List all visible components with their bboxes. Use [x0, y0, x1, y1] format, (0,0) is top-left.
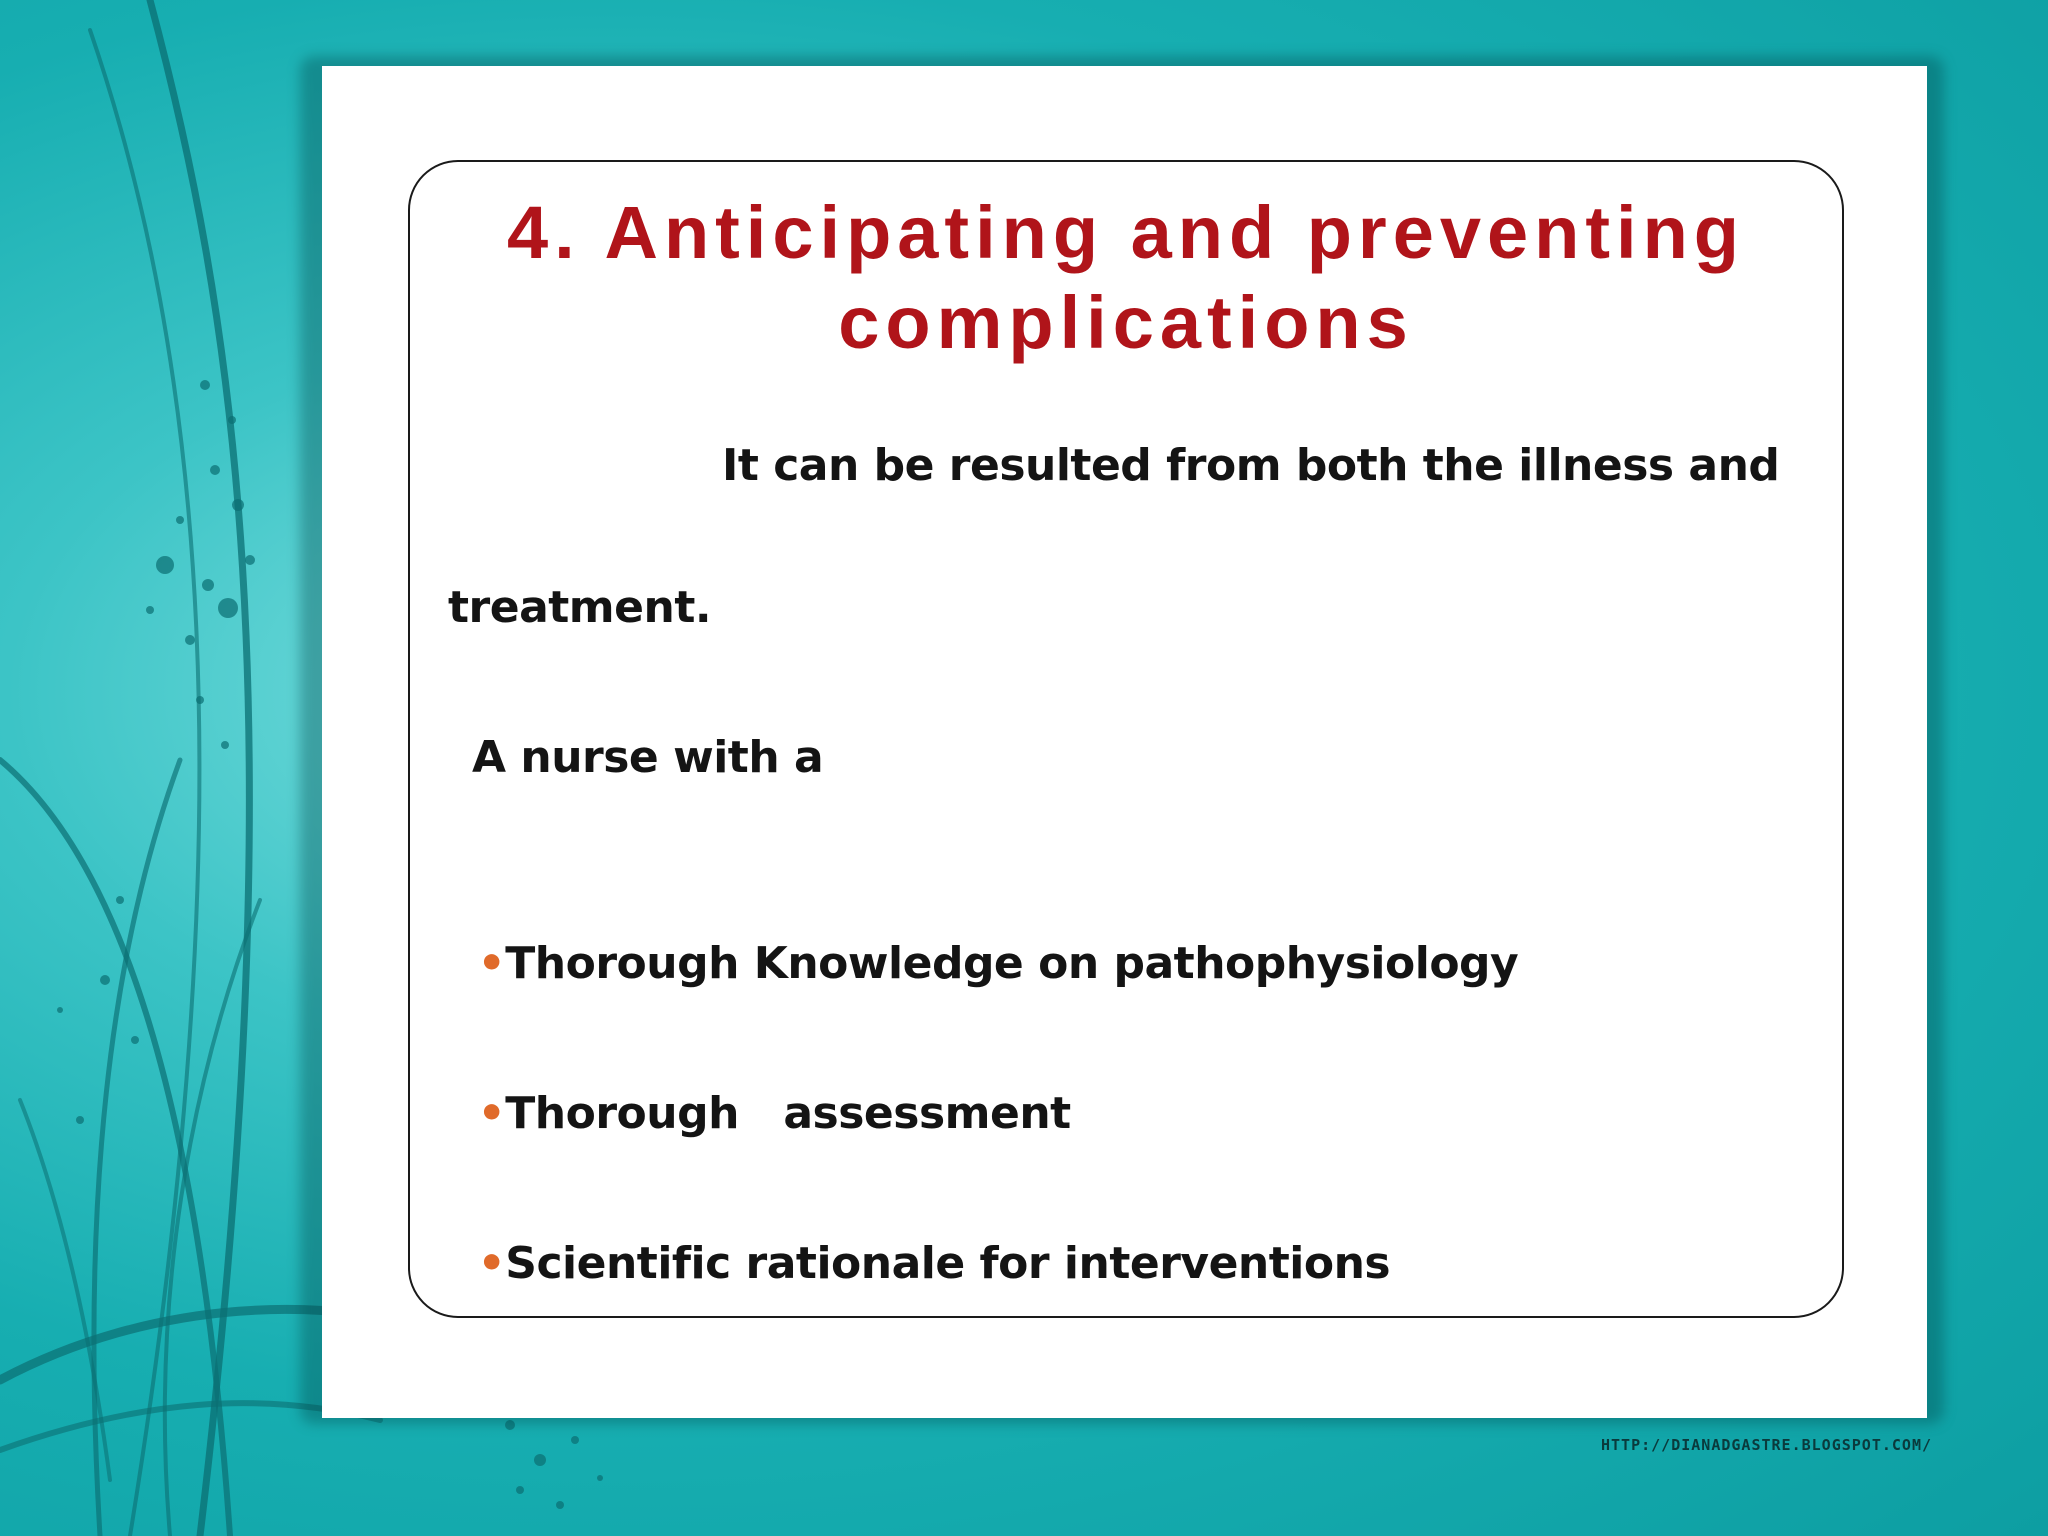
- bullet-item: [448, 1180, 1390, 1292]
- intro-text-line-2: treatment.: [448, 582, 712, 633]
- bullet-item-text: Scientific rationale for interventions: [505, 1238, 1391, 1289]
- slide-title-line-2: complications: [838, 281, 1414, 364]
- footer-url: HTTP://DIANADGASTRE.BLOGSPOT.COM/: [1600, 1436, 1932, 1454]
- slide-title: [408, 188, 1844, 368]
- bullet-icon: •: [477, 938, 506, 989]
- bullet-item-text: Thorough assessment: [505, 1088, 1071, 1139]
- intro-text-line-1: It can be resulted from both the illness and: [722, 440, 1780, 491]
- bullet-item: [448, 880, 1518, 992]
- slide-title-line-1: 4. Anticipating and preventing: [506, 191, 1745, 274]
- lead-text: A nurse with a: [472, 732, 824, 783]
- bullet-item: [448, 1030, 1071, 1142]
- bullet-icon: •: [477, 1238, 506, 1289]
- bullet-icon: •: [477, 1088, 506, 1139]
- bullet-item-text: Thorough Knowledge on pathophysiology: [505, 938, 1519, 989]
